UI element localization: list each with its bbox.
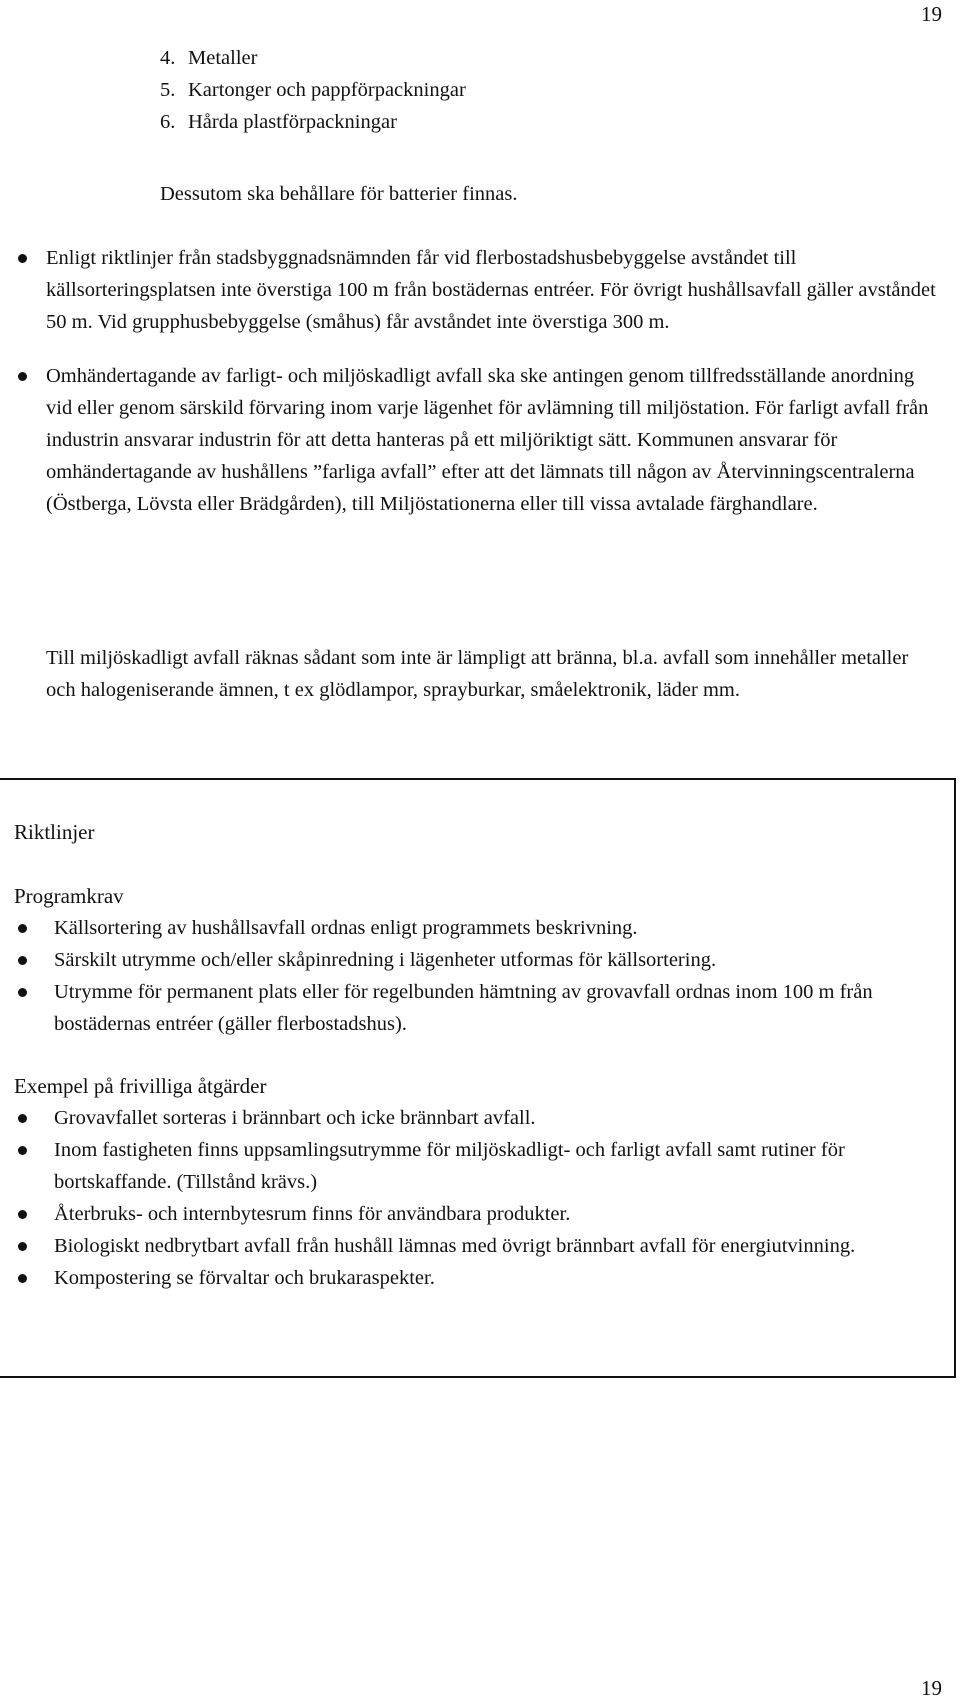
bullet-text: Omhändertagande av farligt- och miljöskadligt avfall ska ske antingen genom tillfredsställande anordning vid eller genom särskild förvaring inom varje lägenhet för avlämning till miljöstation. För farligt avfall från industrin ansvarar industrin för att detta hanteras på ett miljöriktigt sätt. Kommunen ansvarar för omhändertagande av hushållens ”farliga avfall” efter att det lämnats till någon av Återvinningscentralerna (Östberga, Lövsta eller Brädgården), till Miljöstationerna eller till vissa avtalade färghandlare. xyxy=(46,365,929,515)
list-item xyxy=(160,106,466,138)
bullet-item-distance-rules xyxy=(14,242,944,338)
program-requirements-list xyxy=(14,912,924,1040)
list-item xyxy=(160,74,466,106)
batteries-note: Dessutom ska behållare för batterier finnas. xyxy=(160,183,518,205)
list-item xyxy=(14,1198,924,1230)
guidelines-heading: Riktlinjer xyxy=(14,820,95,844)
voluntary-measures-heading: Exempel på frivilliga åtgärder xyxy=(14,1074,267,1098)
regulations-bullet-list xyxy=(14,242,944,542)
page-number-bottom: 19 xyxy=(921,1676,942,1700)
program-requirements-heading: Programkrav xyxy=(14,884,124,908)
list-item-text: Hårda plastförpackningar xyxy=(188,111,397,133)
list-item-text: Kompostering se förvaltar och brukaraspekter. xyxy=(54,1267,435,1289)
list-item-text: Inom fastigheten finns uppsamlingsutrymme för miljöskadligt- och farligt avfall samt rutiner för bortskaffande. (Tillstånd krävs.) xyxy=(54,1139,845,1193)
list-item xyxy=(14,976,924,1040)
list-item xyxy=(14,1134,924,1198)
list-item-number: 6. xyxy=(160,111,176,133)
list-item-text: Biologiskt nedbrytbart avfall från hushåll lämnas med övrigt brännbart avfall för energiutvinning. xyxy=(54,1235,856,1257)
bullet-dot-icon xyxy=(18,1274,27,1283)
list-item-text: Grovavfallet sorteras i brännbart och icke brännbart avfall. xyxy=(54,1107,536,1129)
bullet-dot-icon xyxy=(18,1114,27,1123)
list-item xyxy=(14,1102,924,1134)
bullet-dot-icon xyxy=(18,988,27,997)
bullet-dot-icon xyxy=(18,1210,27,1219)
voluntary-measures-list xyxy=(14,1102,924,1294)
bullet-dot-icon xyxy=(18,1146,27,1155)
waste-fractions-list xyxy=(160,42,466,138)
bullet-text: Enligt riktlinjer från stadsbyggnadsnämnden får vid flerbostadshusbebyggelse avståndet till källsorteringsplatsen inte överstiga 100 m från bostädernas entréer. För övrigt hushållsavfall gäller avståndet 50 m. Vid grupphusbebyggelse (småhus) får avståndet inte överstiga 300 m. xyxy=(46,247,936,333)
list-item xyxy=(14,944,924,976)
list-item-text: Metaller xyxy=(188,47,258,69)
bullet-dot-icon xyxy=(18,1242,27,1251)
list-item xyxy=(14,912,924,944)
bullet-dot-icon xyxy=(18,254,27,263)
bullet-dot-icon xyxy=(18,956,27,965)
guidelines-box xyxy=(0,778,956,1378)
bullet-dot-icon xyxy=(18,924,27,933)
list-item xyxy=(14,1262,924,1294)
list-item xyxy=(160,42,466,74)
list-item-text: Särskilt utrymme och/eller skåpinredning i lägenheter utformas för källsortering. xyxy=(54,949,717,971)
list-item xyxy=(14,1230,924,1262)
list-item-number: 5. xyxy=(160,79,176,101)
page-number-top: 19 xyxy=(921,2,942,26)
list-item-text: Återbruks- och internbytesrum finns för användbara produkter. xyxy=(54,1203,571,1225)
list-item-text: Källsortering av hushållsavfall ordnas enligt programmets beskrivning. xyxy=(54,917,638,939)
list-item-number: 4. xyxy=(160,47,176,69)
hazardous-waste-definition: Till miljöskadligt avfall räknas sådant som inte är lämpligt att bränna, bl.a. avfall som innehåller metaller och halogeniserande ämnen, t ex glödlampor, sprayburkar, småelektronik, läder mm. xyxy=(46,647,909,701)
list-item-text: Kartonger och pappförpackningar xyxy=(188,79,466,101)
bullet-dot-icon xyxy=(18,372,27,381)
bullet-item-hazardous-waste xyxy=(14,360,944,520)
list-item-text: Utrymme för permanent plats eller för regelbunden hämtning av grovavfall ordnas inom 100 m från bostädernas entréer (gäller flerbostadshus). xyxy=(54,981,873,1035)
